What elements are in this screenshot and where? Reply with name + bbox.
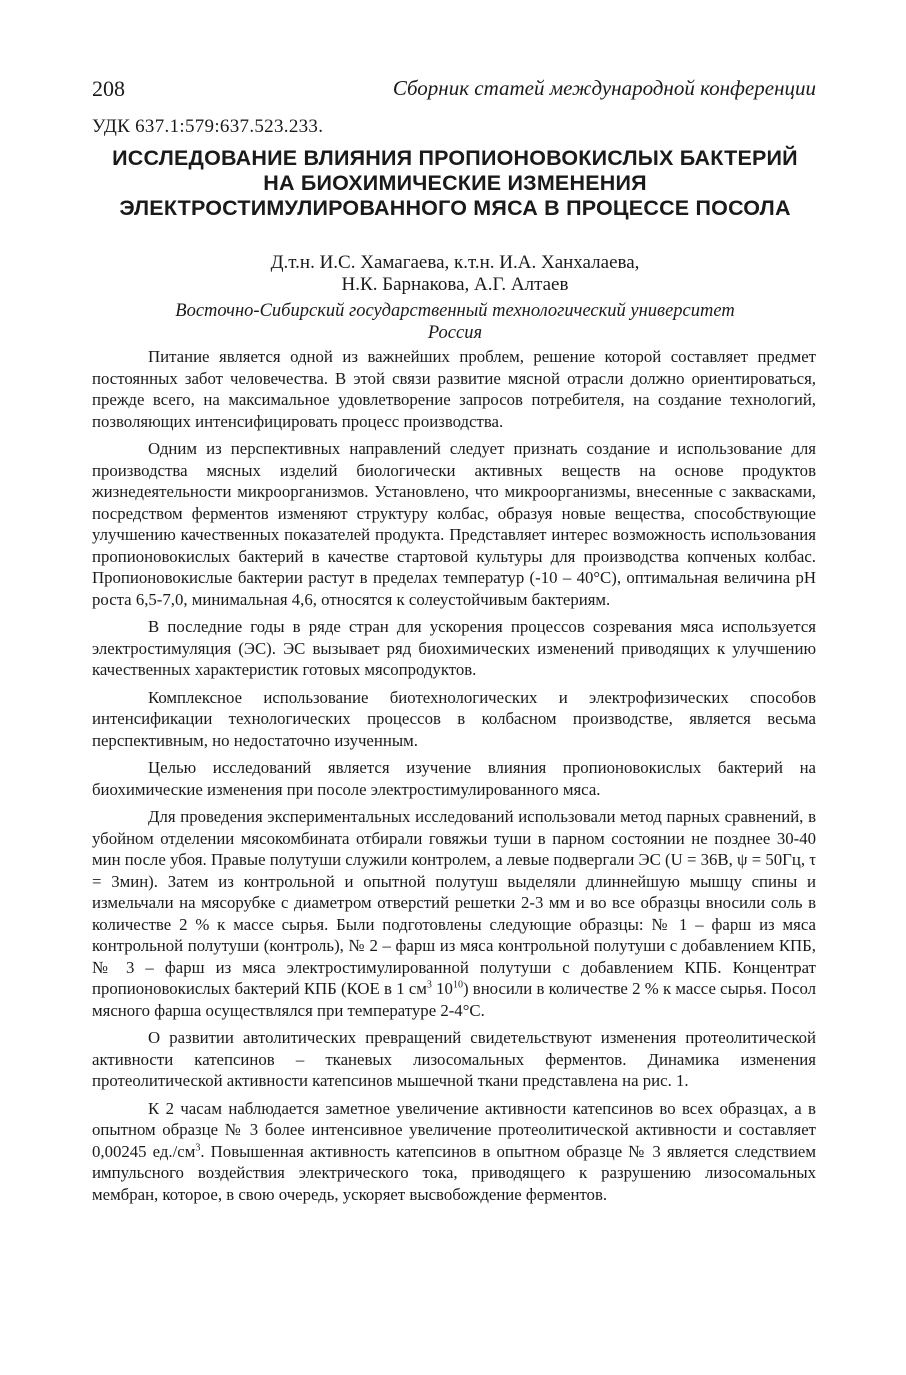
affiliation xyxy=(100,300,810,344)
paragraph-6 xyxy=(92,806,816,1021)
paragraph-6-part-b: 10 xyxy=(431,979,453,998)
running-head: Сборник статей международной конференции xyxy=(392,76,816,100)
udc-code: УДК 637.1:579:637.523.233. xyxy=(92,116,324,137)
superscript-exponent: 10 xyxy=(452,979,463,991)
authors-line-1: Д.т.н. И.С. Хамагаева, к.т.н. И.А. Ханхалаева, xyxy=(270,252,640,273)
paragraph-5: Целью исследований является изучение влияния пропионовокислых бактерий на биохимические изменения при посоле электростимулированного мяса. xyxy=(92,758,816,799)
paragraph-8-part-a: К 2 часам наблюдается заметное увеличение активности катепсинов во всех образцах, а в опытном образце № 3 более интенсивное увеличение протеолитической активности и составляет 0,00245 ед./см xyxy=(92,1098,816,1161)
article-body xyxy=(92,346,816,1211)
paragraph-1: Питание является одной из важнейших проблем, решение которой составляет предмет постоянных забот человечества. В этой связи развитие мясной отрасли должно ориентироваться, прежде всего, на максимальное удовлетворение запросов потребителя, на создание технологий, позволяющих интенсифицировать процесс производства. xyxy=(92,347,816,431)
paragraph-7: О развитии автолитических превращений свидетельствуют изменения протеолитической активности катепсинов – тканевых лизосомальных ферментов. Динамика изменения протеолитической активности катепсинов мышечной ткани представлена на рис. 1. xyxy=(92,1028,816,1090)
authors xyxy=(120,252,790,296)
paragraph-4: Комплексное использование биотехнологических и электрофизических способов интенсификации технологических процессов в колбасном производстве, является весьма перспективным, но недостаточно изученным. xyxy=(92,687,816,750)
article-title: ИССЛЕДОВАНИЕ ВЛИЯНИЯ ПРОПИОНОВОКИСЛЫХ БАКТЕРИЙ НА БИОХИМИЧЕСКИЕ ИЗМЕНЕНИЯ ЭЛЕКТРОСТИМУЛИРОВАННОГО МЯСА В ПРОЦЕССЕ ПОСОЛА xyxy=(112,146,798,220)
page-header xyxy=(92,76,816,106)
superscript-cube: 3 xyxy=(426,979,432,991)
paragraph-2: Одним из перспективных направлений следует признать создание и использование для производства мясных изделий биологически активных веществ на основе продуктов жизнедеятельности микроорганизмов. Установлено, что микроорганизмы, внесенные с заквасками, посредством ферментов изменяют структуру колбас, образуя новые вещества, способствующие улучшению качественных показателей продукта. Представляет интерес возможность использования пропионовокислых бактерий в качестве стартовой культуры для производства копченых колбас. Пропионовокислые бактерии растут в пределах температур (-10 – 40°С), оптимальная величина pH роста 6,5-7,0, минимальная 4,6, относятся к солеустойчивым бактериям. xyxy=(92,439,816,609)
paragraph-3: В последние годы в ряде стран для ускорения процессов созревания мяса используется электростимуляция (ЭС). ЭС вызывает ряд биохимических изменений приводящих к улучшению качественных характеристик готовых мясопродуктов. xyxy=(92,617,816,679)
authors-line-2: Н.К. Барнакова, А.Г. Алтаев xyxy=(341,274,569,295)
paragraph-8-part-b: . Повышенная активность катепсинов в опытном образце № 3 является следствием импульсного воздействия электрического тока, приводящего к разрушению лизосомальных мембран, которое, в свою очередь, ускоряет высвобождение ферментов. xyxy=(92,1141,816,1204)
affiliation-university: Восточно-Сибирский государственный технологический университет xyxy=(175,301,735,321)
paragraph-6-part-c: ) вносили в количестве 2 % к массе сырья. Посол мясного фарша осуществлялся при температуре 2-4°С. xyxy=(92,979,816,1020)
paragraph-6-part-a: Для проведения экспериментальных исследований использовали метод парных сравнений, в убойном отделении мясокомбината отбирали говяжьи туши в парном состоянии не позднее 30-40 мин после убоя. Правые полутуши служили контролем, а левые подвергали ЭС (U = 36В, ψ = 50Гц, τ = 3мин). Затем из контрольной и опытной полутуш выделяли длиннейшую мышцу спины и измельчали на мясорубке с диаметром отверстий решетки 2-3 мм и во все образцы вносили соль в количестве 2 % к массе сырья. Были подготовлены следующие образцы: № 1 – фарш из мяса контрольной полутуши (контроль), № 2 – фарш из мяса контрольной полутуши с добавлением КПБ, № 3 – фарш из мяса электростимулированной полутуши с добавлением КПБ. Концентрат пропионовокислых бактерий КПБ (КОЕ в 1 см xyxy=(92,807,816,998)
page-number: 208 xyxy=(92,76,125,101)
paragraph-8 xyxy=(92,1098,816,1206)
affiliation-country: Россия xyxy=(427,323,483,343)
superscript-cube: 3 xyxy=(195,1141,201,1153)
